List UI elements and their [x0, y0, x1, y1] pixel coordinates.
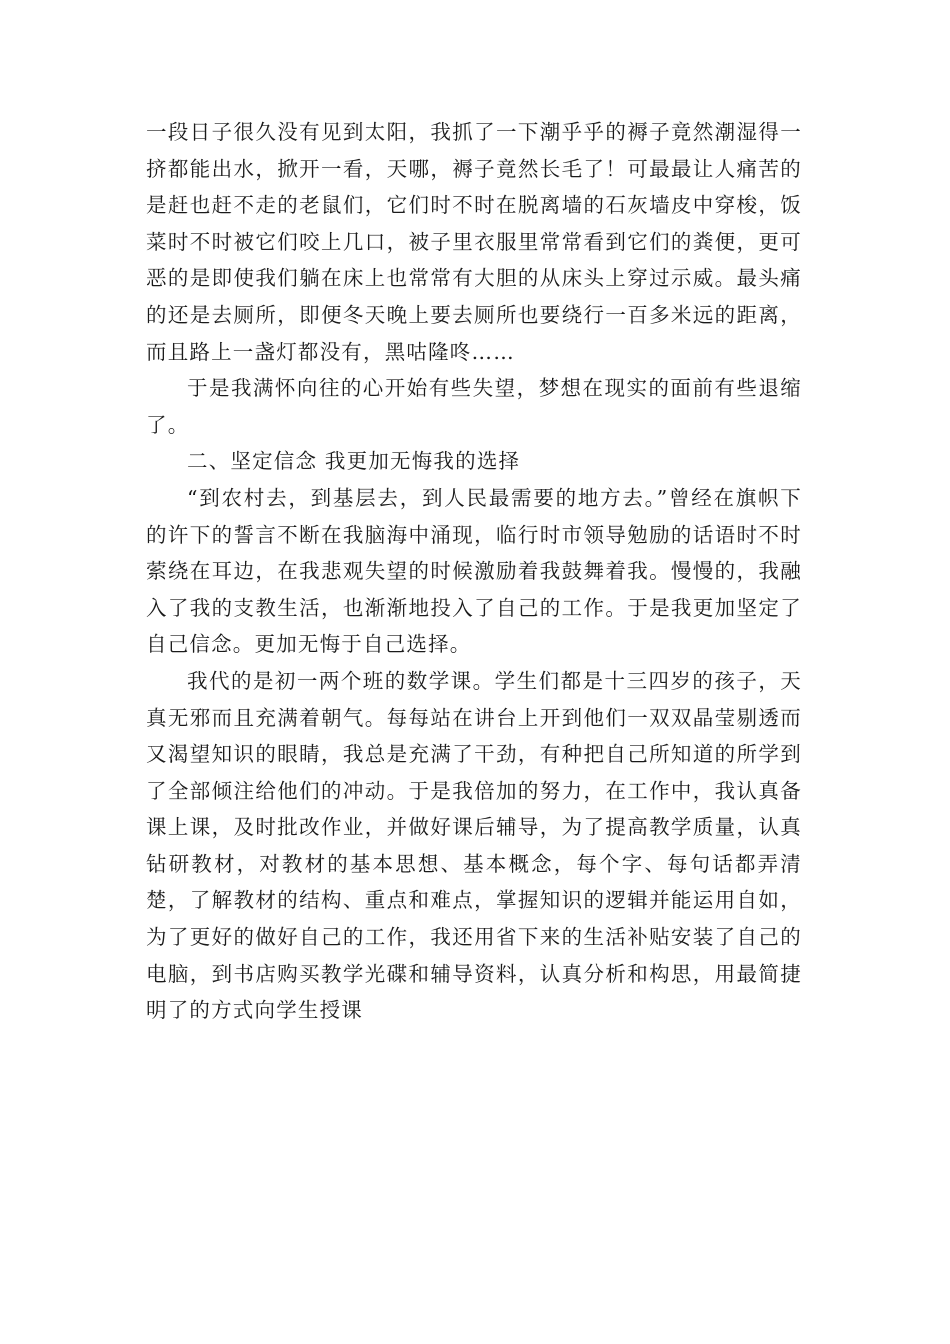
- paragraph-disappointment: 于是我满怀向往的心开始有些失望，梦想在现实的面前有些退缩了。: [146, 376, 802, 437]
- paragraph-belief: “到农村去，到基层去，到人民最需要的地方去。”曾经在旗帜下的许下的誓言不断在我脑海中涌现，临行时市领导勉励的话语时不时萦绕在耳边，在我悲观失望的时候激励着我鼓舞着我。慢慢的，我融入了我的支教生活，也渐渐地投入了自己的工作。于是我更加坚定了自己信念。更加无悔于自己选择。: [146, 485, 802, 657]
- document-body: [146, 114, 802, 1029]
- section-heading: 二、坚定信念 我更加无悔我的选择: [187, 449, 521, 474]
- paragraph-continuation: 一段日子很久没有见到太阳，我抓了一下潮乎乎的褥子竟然潮湿得一挤都能出水，掀开一看，天哪，褥子竟然长毛了！可最最让人痛苦的是赶也赶不走的老鼠们，它们时不时在脱离墙的石灰墙皮中穿梭，饭菜时不时被它们咬上几口，被子里衣服里常常看到它们的粪便，更可恶的是即使我们躺在床上也常常有大胆的从床头上穿过示威。最头痛的还是去厕所，即便冬天晚上要去厕所也要绕行一百多米远的距离，而且路上一盏灯都没有，黑咕隆咚……: [146, 120, 802, 364]
- paragraph-teaching: 我代的是初一两个班的数学课。学生们都是十三四岁的孩子，天真无邪而且充满着朝气。每每站在讲台上开到他们一双双晶莹剔透而又渴望知识的眼睛，我总是充满了干劲，有种把自己所知道的所学到了全部倾注给他们的冲动。于是我倍加的努力，在工作中，我认真备课上课，及时批改作业，并做好课后辅导，为了提高教学质量，认真钻研教材，对教材的基本思想、基本概念，每个字、每句话都弄清楚，了解教材的结构、重点和难点，掌握知识的逻辑并能运用自如，为了更好的做好自己的工作，我还用省下来的生活补贴安装了自己的电脑，到书店购买教学光碟和辅导资料，认真分析和构思，用最简捷明了的方式向学生授课: [146, 668, 802, 1023]
